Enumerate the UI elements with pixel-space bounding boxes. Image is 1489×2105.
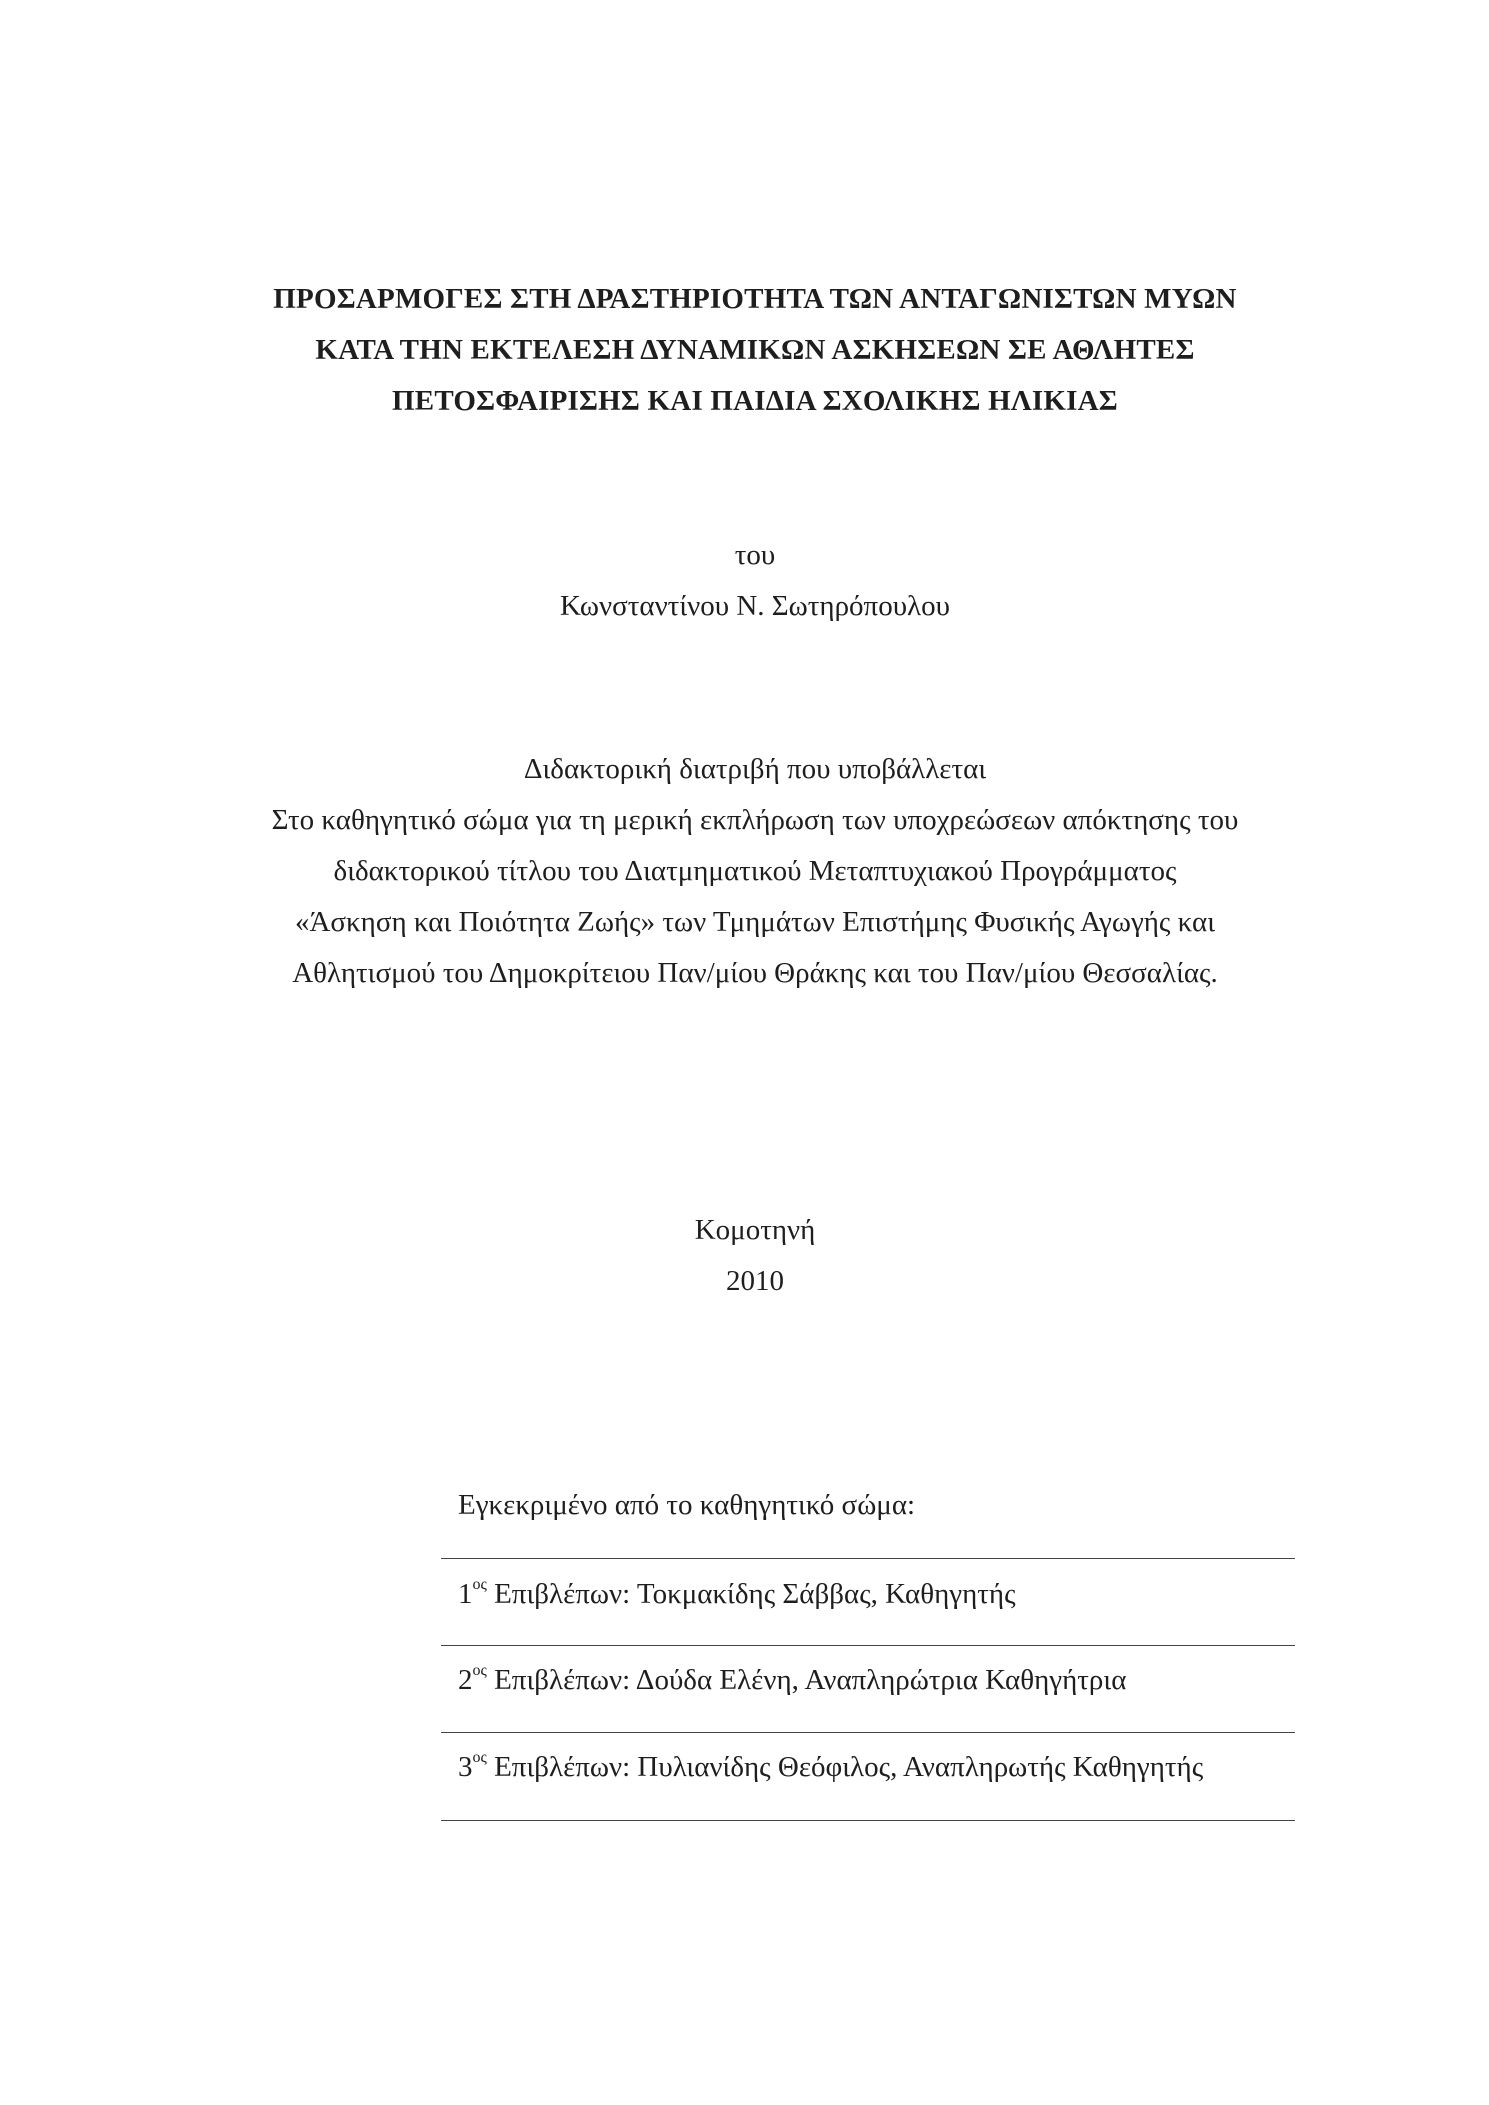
thesis-title	[150, 274, 1360, 427]
title-line-3: ΠΕΤΟΣΦΑΙΡΙΣΗΣ ΚΑΙ ΠΑΙΔΙΑ ΣΧΟΛΙΚΗΣ ΗΛΙΚΙΑΣ	[392, 385, 1118, 417]
thesis-line-2: Στο καθηγητικό σώμα για τη μερική εκπλήρωση των υποχρεώσεων απόκτησης του	[271, 804, 1239, 836]
divider-line	[441, 1645, 1295, 1646]
author-name: Κωνσταντίνου Ν. Σωτηρόπουλου	[560, 590, 950, 622]
thesis-line-3: διδακτορικού τίτλου του Διατμηματικού Μεταπτυχιακού Προγράμματος	[333, 855, 1177, 887]
ordinal-suffix: ος	[472, 1662, 487, 1679]
divider-line	[441, 1558, 1295, 1559]
supervisor-text: Επιβλέπων: Δούδα Ελένη, Αναπληρώτρια Καθηγήτρια	[494, 1664, 1127, 1696]
supervisor-3	[458, 1747, 1203, 1787]
author-block	[150, 530, 1360, 632]
supervisor-text: Επιβλέπων: Πυλιανίδης Θεόφιλος, Αναπληρωτής Καθηγητής	[494, 1751, 1204, 1783]
title-line-2: ΚΑΤΑ ΤΗΝ ΕΚΤΕΛΕΣΗ ΔΥΝΑΜΙΚΩΝ ΑΣΚΗΣΕΩΝ ΣΕ ΑΘΛΗΤΕΣ	[315, 334, 1195, 366]
approval-heading: Εγκεκριμένο από το καθηγητικό σώμα:	[458, 1489, 916, 1521]
divider-line	[441, 1820, 1295, 1821]
supervisor-number: 2	[458, 1664, 473, 1696]
supervisor-2	[458, 1660, 1126, 1700]
thesis-line-5: Αθλητισμού του Δημοκρίτειου Παν/μίου Θράκης και του Παν/μίου Θεσσαλίας.	[292, 957, 1218, 989]
place-and-year	[150, 1205, 1360, 1307]
divider-line	[441, 1732, 1295, 1733]
title-line-1: ΠΡΟΣΑΡΜΟΓΕΣ ΣΤΗ ΔΡΑΣΤΗΡΙΟΤΗΤΑ ΤΩΝ ΑΝΤΑΓΩΝΙΣΤΩΝ ΜΥΩΝ	[273, 283, 1237, 315]
supervisor-1	[458, 1574, 1016, 1614]
year: 2010	[726, 1265, 784, 1297]
city: Κομοτηνή	[694, 1214, 816, 1246]
author-by: του	[734, 539, 776, 571]
supervisor-text: Επιβλέπων: Τοκμακίδης Σάββας, Καθηγητής	[494, 1578, 1016, 1610]
supervisor-number: 1	[458, 1578, 473, 1610]
ordinal-suffix: ος	[472, 1576, 487, 1593]
thesis-line-4: «Άσκηση και Ποιότητα Ζωής» των Τμημάτων Επιστήμης Φυσικής Αγωγής και	[294, 906, 1216, 938]
thesis-line-1: Διδακτορική διατριβή που υποβάλλεται	[523, 753, 987, 785]
thesis-description	[150, 744, 1360, 999]
ordinal-suffix: ος	[472, 1749, 487, 1766]
supervisor-number: 3	[458, 1751, 473, 1783]
